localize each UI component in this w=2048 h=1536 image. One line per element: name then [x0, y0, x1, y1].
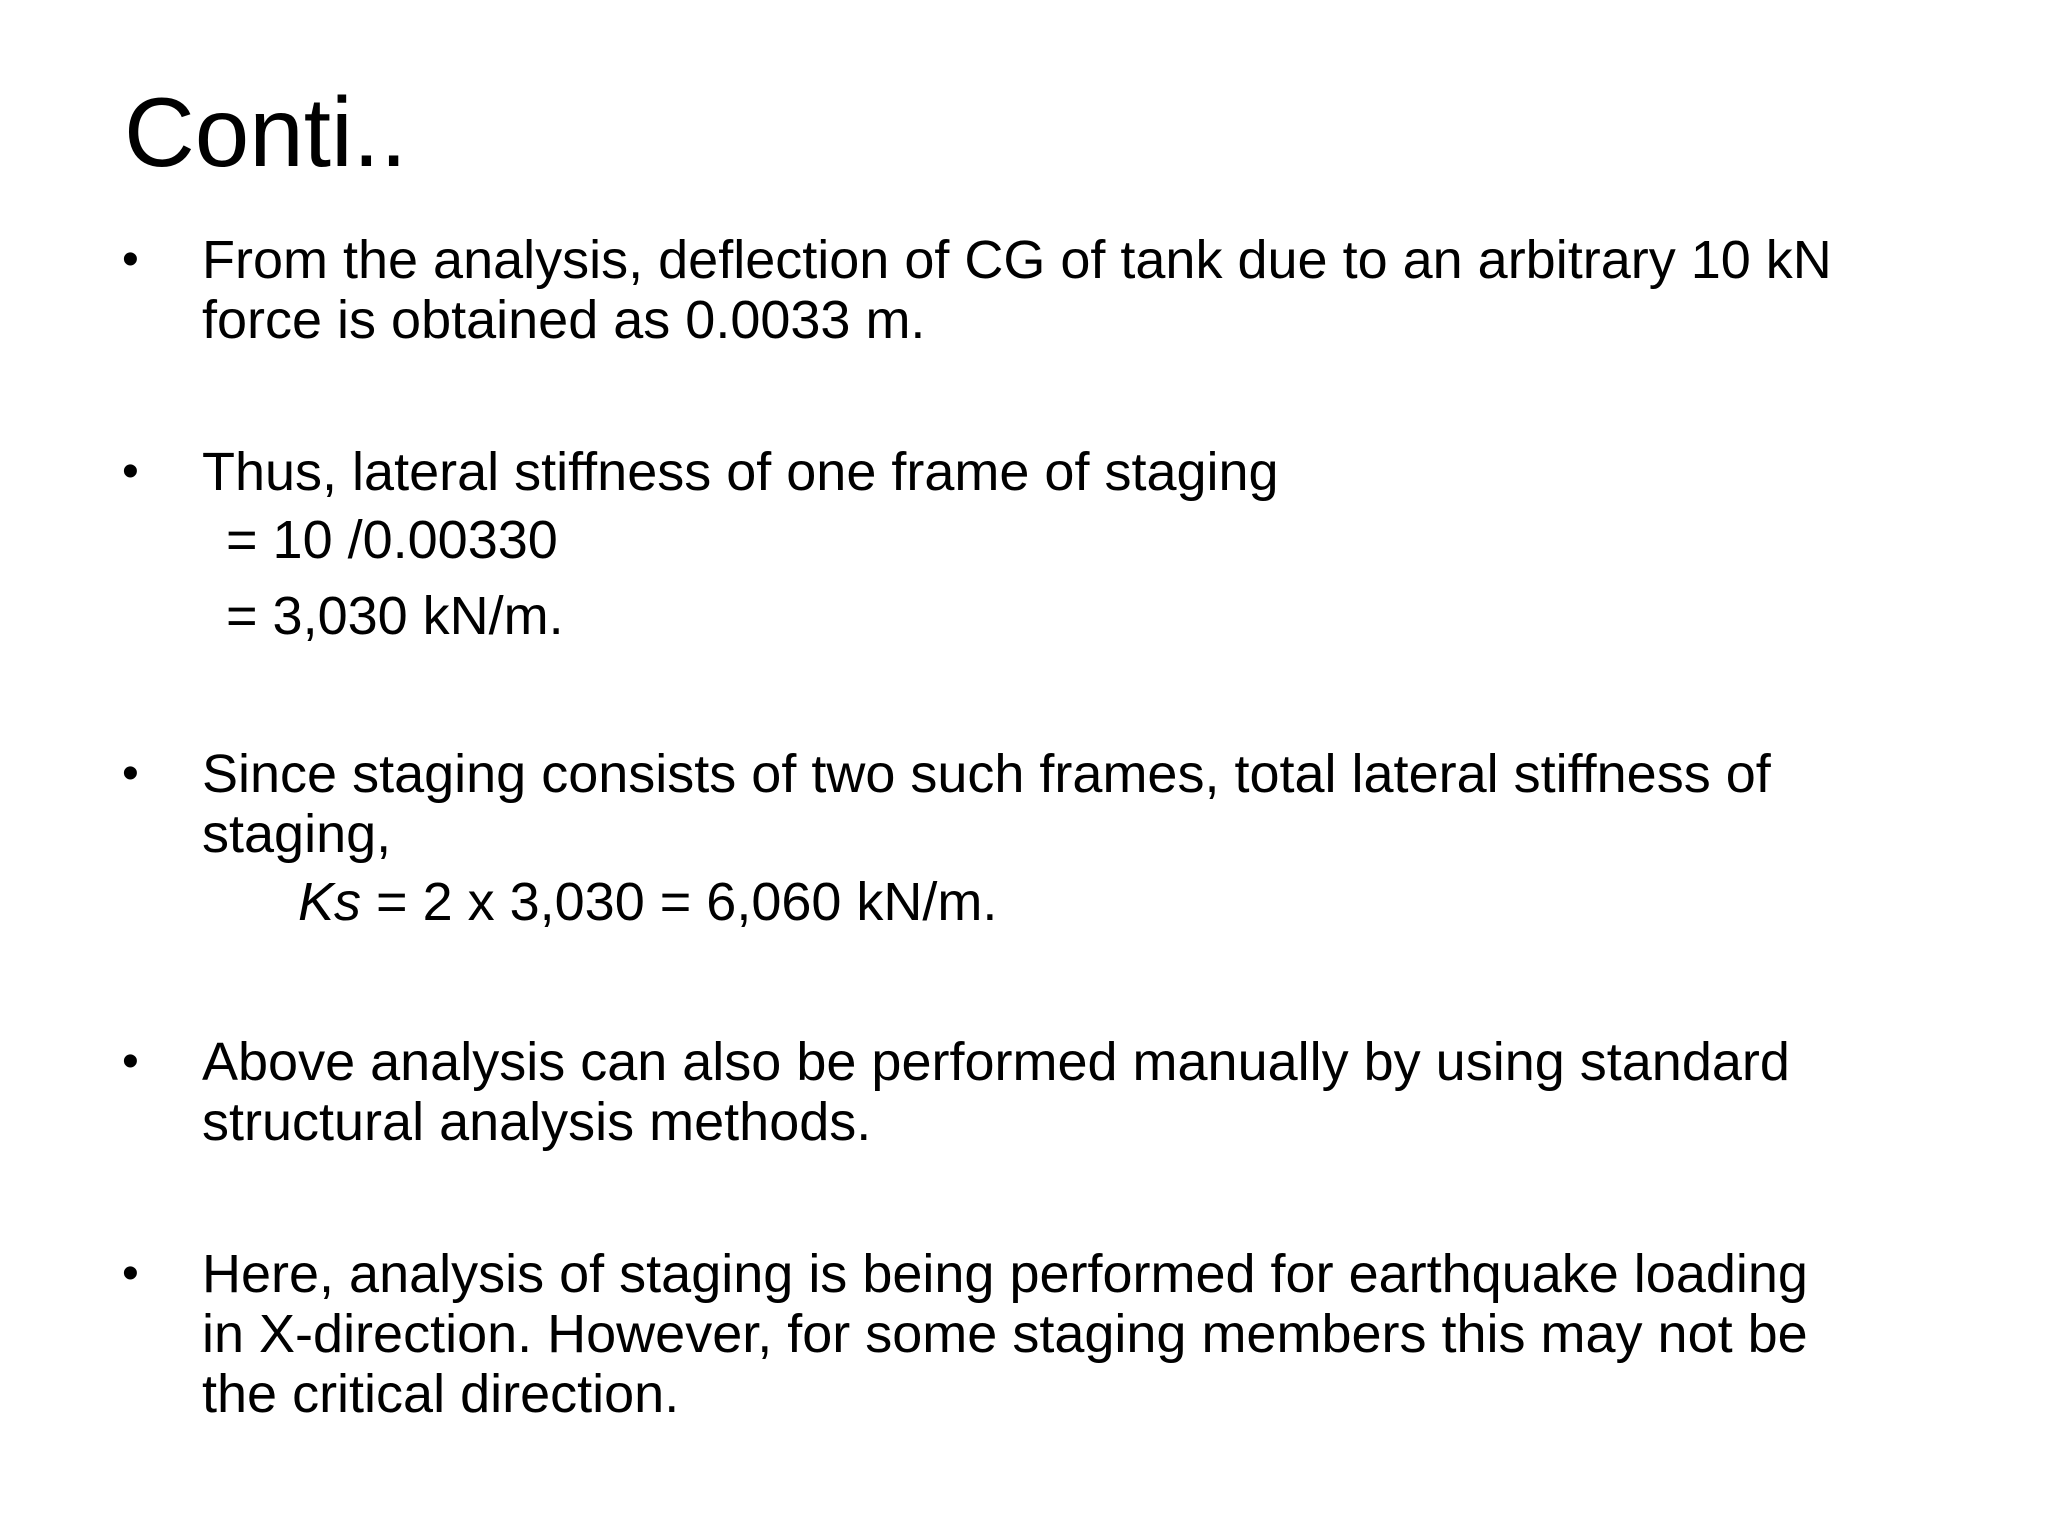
bullet-line: From the analysis, deflection of CG of tank due to an arbitrary 10 kN — [202, 230, 1832, 290]
bullet-marker: • — [122, 445, 139, 498]
slide-title: Conti.. — [124, 77, 408, 187]
bullet-line: Here, analysis of staging is being performed for earthquake loading — [202, 1244, 1808, 1304]
formula-symbol: Ks — [298, 872, 362, 932]
bullet-text — [202, 230, 1942, 350]
bullet-marker: • — [122, 747, 139, 800]
bullet-marker: • — [122, 233, 139, 286]
bullet-text — [202, 1244, 1942, 1424]
bullet-line: Above analysis can also be performed manually by using standard — [202, 1032, 1790, 1092]
bullet-line: the critical direction. — [202, 1364, 680, 1424]
bullet-text — [202, 442, 1942, 654]
bullet-text — [202, 744, 1942, 940]
bullet-line: structural analysis methods. — [202, 1092, 872, 1152]
equation-line: = 3,030 kN/m. — [226, 586, 564, 646]
equation-line: = 10 /0.00330 — [226, 510, 558, 570]
bullet-marker: • — [122, 1035, 139, 1088]
bullet-line: Thus, lateral stiffness of one frame of staging — [202, 442, 1279, 502]
bullet-line: force is obtained as 0.0033 m. — [202, 290, 926, 350]
bullet-line: Since staging consists of two such frames, total lateral stiffness of — [202, 744, 1771, 804]
bullet-line: staging, — [202, 804, 392, 864]
bullet-line: in X-direction. However, for some staging members this may not be — [202, 1304, 1808, 1364]
bullet-marker: • — [122, 1247, 139, 1300]
formula-line — [202, 864, 1942, 940]
formula-expression: = 2 x 3,030 = 6,060 kN/m. — [361, 872, 998, 932]
bullet-text — [202, 1032, 1942, 1152]
